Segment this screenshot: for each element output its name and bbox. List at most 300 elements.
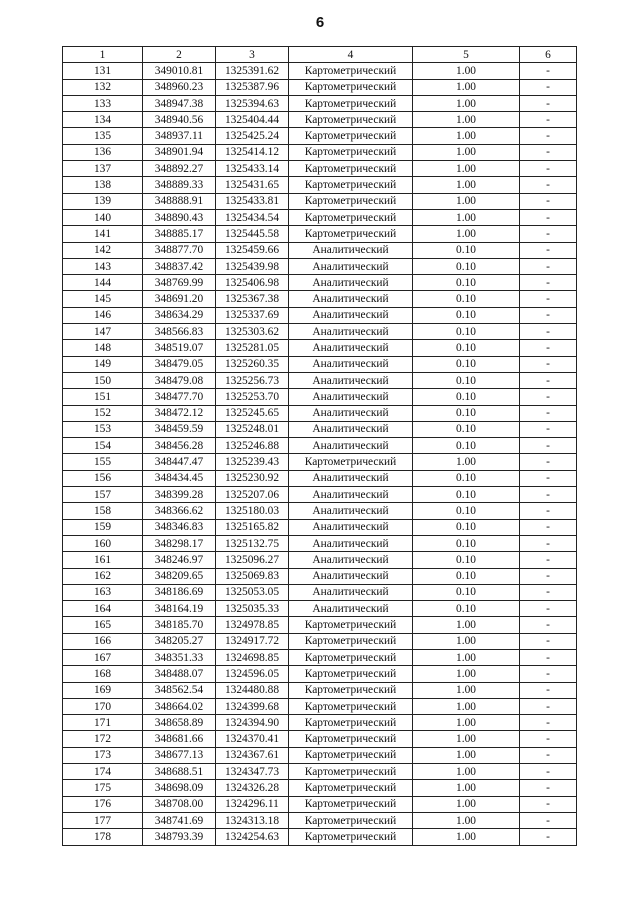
table-row xyxy=(63,601,577,617)
method-cell: Аналитический xyxy=(289,421,413,437)
note-cell: - xyxy=(520,438,577,454)
column-header-5: 5 xyxy=(413,47,520,63)
note-cell: - xyxy=(520,503,577,519)
point-number-cell: 141 xyxy=(63,226,143,242)
x-coordinate-cell: 348185.70 xyxy=(143,617,216,633)
method-cell: Аналитический xyxy=(289,470,413,486)
point-number-cell: 145 xyxy=(63,291,143,307)
note-cell: - xyxy=(520,242,577,258)
table-row xyxy=(63,324,577,340)
column-header-6: 6 xyxy=(520,47,577,63)
note-cell: - xyxy=(520,356,577,372)
x-coordinate-cell: 348892.27 xyxy=(143,161,216,177)
table-row xyxy=(63,698,577,714)
method-cell: Картометрический xyxy=(289,128,413,144)
y-coordinate-cell: 1325337.69 xyxy=(216,307,289,323)
point-number-cell: 178 xyxy=(63,829,143,845)
x-coordinate-cell: 348562.54 xyxy=(143,682,216,698)
x-coordinate-cell: 348658.89 xyxy=(143,715,216,731)
accuracy-cell: 1.00 xyxy=(413,193,520,209)
y-coordinate-cell: 1325439.98 xyxy=(216,258,289,274)
point-number-cell: 136 xyxy=(63,144,143,160)
point-number-cell: 166 xyxy=(63,633,143,649)
table-row xyxy=(63,307,577,323)
point-number-cell: 173 xyxy=(63,747,143,763)
accuracy-cell: 1.00 xyxy=(413,666,520,682)
point-number-cell: 139 xyxy=(63,193,143,209)
table-row xyxy=(63,95,577,111)
column-header-3: 3 xyxy=(216,47,289,63)
accuracy-cell: 1.00 xyxy=(413,829,520,845)
note-cell: - xyxy=(520,568,577,584)
x-coordinate-cell: 348479.05 xyxy=(143,356,216,372)
accuracy-cell: 1.00 xyxy=(413,633,520,649)
note-cell: - xyxy=(520,421,577,437)
x-coordinate-cell: 348960.23 xyxy=(143,79,216,95)
method-cell: Аналитический xyxy=(289,552,413,568)
y-coordinate-cell: 1325256.73 xyxy=(216,372,289,388)
method-cell: Картометрический xyxy=(289,649,413,665)
x-coordinate-cell: 348708.00 xyxy=(143,796,216,812)
table-row xyxy=(63,226,577,242)
point-number-cell: 169 xyxy=(63,682,143,698)
note-cell: - xyxy=(520,470,577,486)
y-coordinate-cell: 1325260.35 xyxy=(216,356,289,372)
x-coordinate-cell: 348688.51 xyxy=(143,764,216,780)
method-cell: Картометрический xyxy=(289,666,413,682)
note-cell: - xyxy=(520,764,577,780)
note-cell: - xyxy=(520,812,577,828)
accuracy-cell: 1.00 xyxy=(413,63,520,79)
method-cell: Картометрический xyxy=(289,209,413,225)
y-coordinate-cell: 1325431.65 xyxy=(216,177,289,193)
note-cell: - xyxy=(520,372,577,388)
y-coordinate-cell: 1325404.44 xyxy=(216,112,289,128)
x-coordinate-cell: 348885.17 xyxy=(143,226,216,242)
accuracy-cell: 0.10 xyxy=(413,258,520,274)
x-coordinate-cell: 348664.02 xyxy=(143,698,216,714)
y-coordinate-cell: 1325414.12 xyxy=(216,144,289,160)
table-row xyxy=(63,487,577,503)
method-cell: Аналитический xyxy=(289,503,413,519)
point-number-cell: 162 xyxy=(63,568,143,584)
column-header-4: 4 xyxy=(289,47,413,63)
y-coordinate-cell: 1325434.54 xyxy=(216,209,289,225)
method-cell: Картометрический xyxy=(289,796,413,812)
x-coordinate-cell: 348205.27 xyxy=(143,633,216,649)
note-cell: - xyxy=(520,144,577,160)
note-cell: - xyxy=(520,584,577,600)
note-cell: - xyxy=(520,226,577,242)
y-coordinate-cell: 1325433.14 xyxy=(216,161,289,177)
x-coordinate-cell: 348940.56 xyxy=(143,112,216,128)
method-cell: Картометрический xyxy=(289,633,413,649)
accuracy-cell: 0.10 xyxy=(413,584,520,600)
note-cell: - xyxy=(520,731,577,747)
accuracy-cell: 1.00 xyxy=(413,780,520,796)
note-cell: - xyxy=(520,324,577,340)
accuracy-cell: 0.10 xyxy=(413,519,520,535)
method-cell: Аналитический xyxy=(289,258,413,274)
note-cell: - xyxy=(520,193,577,209)
table-row xyxy=(63,144,577,160)
method-cell: Картометрический xyxy=(289,193,413,209)
accuracy-cell: 1.00 xyxy=(413,812,520,828)
method-cell: Картометрический xyxy=(289,617,413,633)
point-number-cell: 151 xyxy=(63,389,143,405)
point-number-cell: 160 xyxy=(63,535,143,551)
point-number-cell: 177 xyxy=(63,812,143,828)
x-coordinate-cell: 348351.33 xyxy=(143,649,216,665)
table-row xyxy=(63,209,577,225)
note-cell: - xyxy=(520,796,577,812)
point-number-cell: 146 xyxy=(63,307,143,323)
point-number-cell: 163 xyxy=(63,584,143,600)
table-row xyxy=(63,421,577,437)
method-cell: Картометрический xyxy=(289,812,413,828)
method-cell: Аналитический xyxy=(289,519,413,535)
table-row xyxy=(63,715,577,731)
method-cell: Картометрический xyxy=(289,682,413,698)
x-coordinate-cell: 348677.13 xyxy=(143,747,216,763)
y-coordinate-cell: 1325387.96 xyxy=(216,79,289,95)
x-coordinate-cell: 348399.28 xyxy=(143,487,216,503)
y-coordinate-cell: 1325053.05 xyxy=(216,584,289,600)
method-cell: Аналитический xyxy=(289,487,413,503)
x-coordinate-cell: 348947.38 xyxy=(143,95,216,111)
method-cell: Аналитический xyxy=(289,568,413,584)
y-coordinate-cell: 1324370.41 xyxy=(216,731,289,747)
x-coordinate-cell: 348901.94 xyxy=(143,144,216,160)
accuracy-cell: 0.10 xyxy=(413,568,520,584)
table-row xyxy=(63,747,577,763)
table-row xyxy=(63,829,577,845)
point-number-cell: 150 xyxy=(63,372,143,388)
y-coordinate-cell: 1325239.43 xyxy=(216,454,289,470)
point-number-cell: 164 xyxy=(63,601,143,617)
x-coordinate-cell: 348246.97 xyxy=(143,552,216,568)
method-cell: Картометрический xyxy=(289,764,413,780)
method-cell: Аналитический xyxy=(289,405,413,421)
header-row xyxy=(63,47,577,63)
method-cell: Картометрический xyxy=(289,731,413,747)
table-row xyxy=(63,177,577,193)
accuracy-cell: 1.00 xyxy=(413,144,520,160)
table-row xyxy=(63,438,577,454)
x-coordinate-cell: 348472.12 xyxy=(143,405,216,421)
note-cell: - xyxy=(520,487,577,503)
accuracy-cell: 0.10 xyxy=(413,470,520,486)
method-cell: Картометрический xyxy=(289,161,413,177)
method-cell: Картометрический xyxy=(289,177,413,193)
table-row xyxy=(63,128,577,144)
note-cell: - xyxy=(520,666,577,682)
accuracy-cell: 0.10 xyxy=(413,324,520,340)
note-cell: - xyxy=(520,601,577,617)
table-row xyxy=(63,617,577,633)
method-cell: Картометрический xyxy=(289,454,413,470)
coordinates-table xyxy=(62,46,577,846)
accuracy-cell: 0.10 xyxy=(413,307,520,323)
point-number-cell: 148 xyxy=(63,340,143,356)
y-coordinate-cell: 1325303.62 xyxy=(216,324,289,340)
accuracy-cell: 1.00 xyxy=(413,731,520,747)
note-cell: - xyxy=(520,649,577,665)
x-coordinate-cell: 348346.83 xyxy=(143,519,216,535)
note-cell: - xyxy=(520,389,577,405)
y-coordinate-cell: 1324596.05 xyxy=(216,666,289,682)
y-coordinate-cell: 1325248.01 xyxy=(216,421,289,437)
note-cell: - xyxy=(520,454,577,470)
point-number-cell: 167 xyxy=(63,649,143,665)
method-cell: Картометрический xyxy=(289,715,413,731)
accuracy-cell: 1.00 xyxy=(413,454,520,470)
y-coordinate-cell: 1325246.88 xyxy=(216,438,289,454)
table-row xyxy=(63,503,577,519)
y-coordinate-cell: 1325281.05 xyxy=(216,340,289,356)
table-row xyxy=(63,389,577,405)
x-coordinate-cell: 348837.42 xyxy=(143,258,216,274)
accuracy-cell: 0.10 xyxy=(413,405,520,421)
column-header-1: 1 xyxy=(63,47,143,63)
note-cell: - xyxy=(520,535,577,551)
x-coordinate-cell: 348477.70 xyxy=(143,389,216,405)
point-number-cell: 132 xyxy=(63,79,143,95)
x-coordinate-cell: 348164.19 xyxy=(143,601,216,617)
accuracy-cell: 1.00 xyxy=(413,161,520,177)
y-coordinate-cell: 1325367.38 xyxy=(216,291,289,307)
method-cell: Аналитический xyxy=(289,324,413,340)
note-cell: - xyxy=(520,405,577,421)
y-coordinate-cell: 1325459.66 xyxy=(216,242,289,258)
y-coordinate-cell: 1324347.73 xyxy=(216,764,289,780)
point-number-cell: 174 xyxy=(63,764,143,780)
point-number-cell: 142 xyxy=(63,242,143,258)
x-coordinate-cell: 348741.69 xyxy=(143,812,216,828)
x-coordinate-cell: 348634.29 xyxy=(143,307,216,323)
note-cell: - xyxy=(520,617,577,633)
method-cell: Аналитический xyxy=(289,340,413,356)
table-row xyxy=(63,535,577,551)
note-cell: - xyxy=(520,275,577,291)
note-cell: - xyxy=(520,177,577,193)
column-header-2: 2 xyxy=(143,47,216,63)
note-cell: - xyxy=(520,161,577,177)
point-number-cell: 140 xyxy=(63,209,143,225)
note-cell: - xyxy=(520,682,577,698)
x-coordinate-cell: 348937.11 xyxy=(143,128,216,144)
note-cell: - xyxy=(520,747,577,763)
y-coordinate-cell: 1325069.83 xyxy=(216,568,289,584)
table-row xyxy=(63,568,577,584)
table-row xyxy=(63,633,577,649)
page-number: 6 xyxy=(315,14,325,31)
table-body xyxy=(63,63,577,845)
accuracy-cell: 1.00 xyxy=(413,796,520,812)
x-coordinate-cell: 348877.70 xyxy=(143,242,216,258)
y-coordinate-cell: 1324326.28 xyxy=(216,780,289,796)
y-coordinate-cell: 1325425.24 xyxy=(216,128,289,144)
table-row xyxy=(63,340,577,356)
method-cell: Картометрический xyxy=(289,79,413,95)
point-number-cell: 154 xyxy=(63,438,143,454)
table-row xyxy=(63,519,577,535)
accuracy-cell: 0.10 xyxy=(413,356,520,372)
point-number-cell: 156 xyxy=(63,470,143,486)
note-cell: - xyxy=(520,698,577,714)
note-cell: - xyxy=(520,209,577,225)
table-row xyxy=(63,649,577,665)
y-coordinate-cell: 1325253.70 xyxy=(216,389,289,405)
y-coordinate-cell: 1324367.61 xyxy=(216,747,289,763)
y-coordinate-cell: 1325035.33 xyxy=(216,601,289,617)
x-coordinate-cell: 348888.91 xyxy=(143,193,216,209)
x-coordinate-cell: 348456.28 xyxy=(143,438,216,454)
method-cell: Аналитический xyxy=(289,356,413,372)
table-row xyxy=(63,291,577,307)
note-cell: - xyxy=(520,307,577,323)
accuracy-cell: 0.10 xyxy=(413,535,520,551)
note-cell: - xyxy=(520,340,577,356)
x-coordinate-cell: 348769.99 xyxy=(143,275,216,291)
accuracy-cell: 1.00 xyxy=(413,649,520,665)
point-number-cell: 157 xyxy=(63,487,143,503)
point-number-cell: 171 xyxy=(63,715,143,731)
note-cell: - xyxy=(520,95,577,111)
table-row xyxy=(63,552,577,568)
y-coordinate-cell: 1324917.72 xyxy=(216,633,289,649)
point-number-cell: 172 xyxy=(63,731,143,747)
accuracy-cell: 0.10 xyxy=(413,242,520,258)
note-cell: - xyxy=(520,519,577,535)
method-cell: Аналитический xyxy=(289,601,413,617)
accuracy-cell: 1.00 xyxy=(413,617,520,633)
method-cell: Аналитический xyxy=(289,438,413,454)
method-cell: Аналитический xyxy=(289,535,413,551)
method-cell: Картометрический xyxy=(289,780,413,796)
x-coordinate-cell: 348681.66 xyxy=(143,731,216,747)
x-coordinate-cell: 348434.45 xyxy=(143,470,216,486)
accuracy-cell: 1.00 xyxy=(413,715,520,731)
method-cell: Картометрический xyxy=(289,698,413,714)
note-cell: - xyxy=(520,552,577,568)
y-coordinate-cell: 1324698.85 xyxy=(216,649,289,665)
note-cell: - xyxy=(520,633,577,649)
table-row xyxy=(63,731,577,747)
x-coordinate-cell: 348459.59 xyxy=(143,421,216,437)
y-coordinate-cell: 1325132.75 xyxy=(216,535,289,551)
point-number-cell: 158 xyxy=(63,503,143,519)
point-number-cell: 176 xyxy=(63,796,143,812)
note-cell: - xyxy=(520,128,577,144)
accuracy-cell: 0.10 xyxy=(413,275,520,291)
y-coordinate-cell: 1324296.11 xyxy=(216,796,289,812)
x-coordinate-cell: 348793.39 xyxy=(143,829,216,845)
x-coordinate-cell: 348889.33 xyxy=(143,177,216,193)
table-header xyxy=(63,47,577,63)
x-coordinate-cell: 348479.08 xyxy=(143,372,216,388)
accuracy-cell: 1.00 xyxy=(413,79,520,95)
point-number-cell: 152 xyxy=(63,405,143,421)
method-cell: Картометрический xyxy=(289,747,413,763)
method-cell: Аналитический xyxy=(289,372,413,388)
accuracy-cell: 1.00 xyxy=(413,747,520,763)
table-row xyxy=(63,796,577,812)
table-row xyxy=(63,764,577,780)
accuracy-cell: 1.00 xyxy=(413,112,520,128)
x-coordinate-cell: 348691.20 xyxy=(143,291,216,307)
y-coordinate-cell: 1325406.98 xyxy=(216,275,289,291)
table-row xyxy=(63,682,577,698)
point-number-cell: 135 xyxy=(63,128,143,144)
accuracy-cell: 1.00 xyxy=(413,177,520,193)
x-coordinate-cell: 348298.17 xyxy=(143,535,216,551)
note-cell: - xyxy=(520,258,577,274)
method-cell: Аналитический xyxy=(289,291,413,307)
accuracy-cell: 0.10 xyxy=(413,487,520,503)
table-row xyxy=(63,275,577,291)
table-row xyxy=(63,63,577,79)
y-coordinate-cell: 1324480.88 xyxy=(216,682,289,698)
x-coordinate-cell: 348566.83 xyxy=(143,324,216,340)
table-row xyxy=(63,258,577,274)
accuracy-cell: 1.00 xyxy=(413,682,520,698)
table-row xyxy=(63,454,577,470)
point-number-cell: 155 xyxy=(63,454,143,470)
method-cell: Картометрический xyxy=(289,112,413,128)
accuracy-cell: 1.00 xyxy=(413,764,520,780)
table-row xyxy=(63,372,577,388)
y-coordinate-cell: 1325394.63 xyxy=(216,95,289,111)
method-cell: Аналитический xyxy=(289,584,413,600)
y-coordinate-cell: 1324394.90 xyxy=(216,715,289,731)
point-number-cell: 134 xyxy=(63,112,143,128)
y-coordinate-cell: 1324399.68 xyxy=(216,698,289,714)
y-coordinate-cell: 1325230.92 xyxy=(216,470,289,486)
point-number-cell: 153 xyxy=(63,421,143,437)
x-coordinate-cell: 349010.81 xyxy=(143,63,216,79)
accuracy-cell: 1.00 xyxy=(413,698,520,714)
y-coordinate-cell: 1325433.81 xyxy=(216,193,289,209)
method-cell: Аналитический xyxy=(289,389,413,405)
method-cell: Аналитический xyxy=(289,242,413,258)
table-row xyxy=(63,584,577,600)
note-cell: - xyxy=(520,63,577,79)
note-cell: - xyxy=(520,780,577,796)
point-number-cell: 138 xyxy=(63,177,143,193)
note-cell: - xyxy=(520,715,577,731)
point-number-cell: 159 xyxy=(63,519,143,535)
y-coordinate-cell: 1325096.27 xyxy=(216,552,289,568)
point-number-cell: 168 xyxy=(63,666,143,682)
x-coordinate-cell: 348186.69 xyxy=(143,584,216,600)
table-row xyxy=(63,193,577,209)
point-number-cell: 143 xyxy=(63,258,143,274)
note-cell: - xyxy=(520,112,577,128)
accuracy-cell: 1.00 xyxy=(413,95,520,111)
accuracy-cell: 0.10 xyxy=(413,552,520,568)
y-coordinate-cell: 1324978.85 xyxy=(216,617,289,633)
x-coordinate-cell: 348488.07 xyxy=(143,666,216,682)
note-cell: - xyxy=(520,829,577,845)
y-coordinate-cell: 1324313.18 xyxy=(216,812,289,828)
method-cell: Картометрический xyxy=(289,144,413,160)
x-coordinate-cell: 348519.07 xyxy=(143,340,216,356)
method-cell: Аналитический xyxy=(289,307,413,323)
method-cell: Картометрический xyxy=(289,95,413,111)
accuracy-cell: 1.00 xyxy=(413,226,520,242)
x-coordinate-cell: 348209.65 xyxy=(143,568,216,584)
